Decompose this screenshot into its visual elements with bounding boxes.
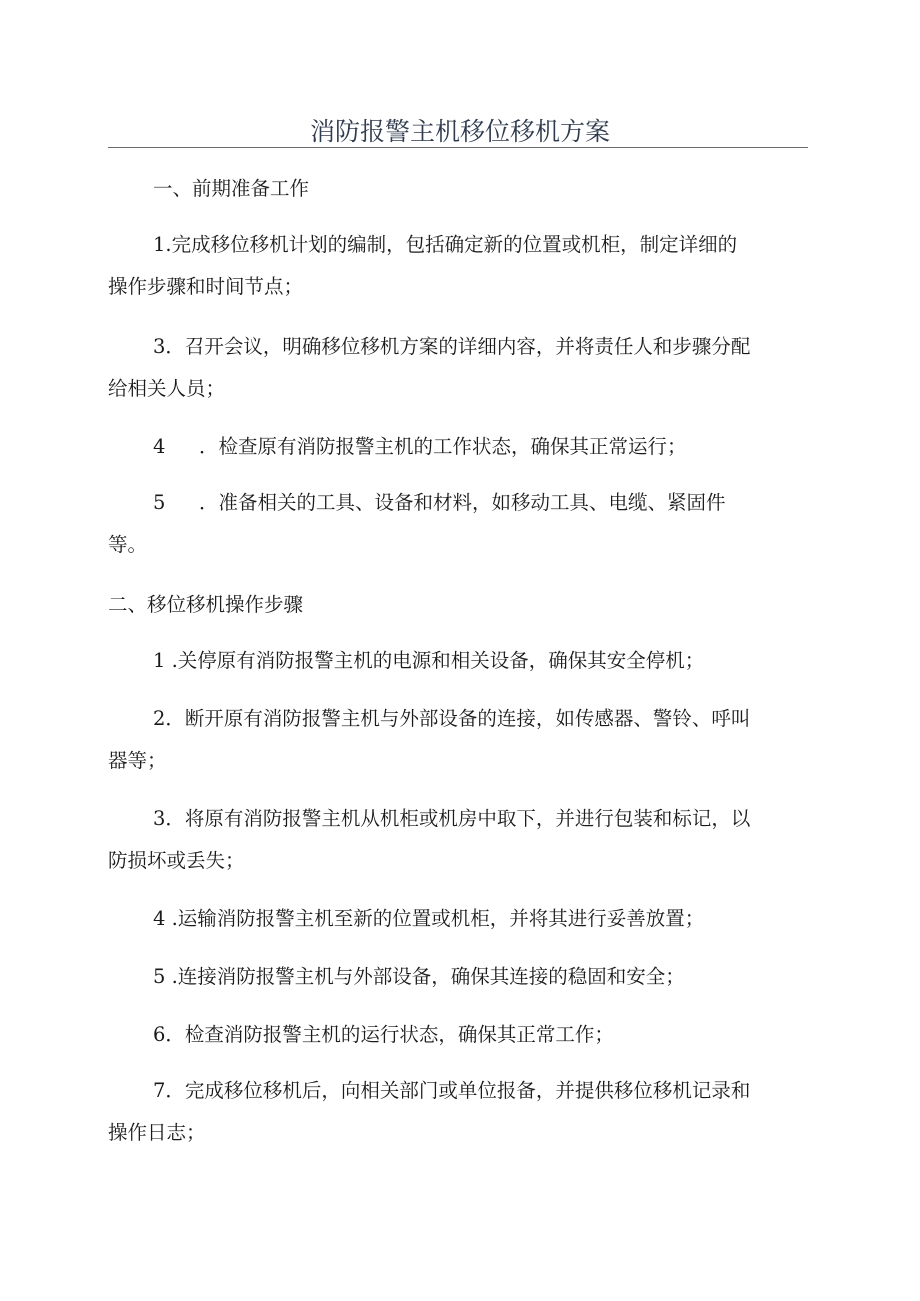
section-2-item-7-line-2: 操作日志； (108, 1121, 206, 1144)
section-1-item-4-line-2: 等。 (108, 533, 148, 556)
section-1-item-4-number: 5 (153, 491, 166, 514)
section-2-item-3-line-1: 3．将原有消防报警主机从机柜或机房中取下，并进行包装和标记，以 (153, 807, 751, 830)
section-2-item-2-line-2: 器等； (108, 749, 167, 772)
title-underline (108, 147, 808, 148)
section-2-item-1: 1 .关停原有消防报警主机的电源和相关设备，确保其安全停机； (153, 649, 705, 672)
section-2-heading: 二、移位移机操作步骤 (108, 593, 304, 616)
document-title: 消防报警主机移位移机方案 (309, 117, 610, 146)
section-2-item-4: 4 .运输消防报警主机至新的位置或机柜，并将其进行妥善放置； (153, 907, 705, 930)
section-1-item-2-line-2: 给相关人员； (108, 377, 226, 400)
section-1-item-3-number: 4 (153, 435, 166, 458)
section-1-item-2-line-1: 3．召开会议，明确移位移机方案的详细内容，并将责任人和步骤分配 (153, 335, 751, 358)
section-2-item-6: 6．检查消防报警主机的运行状态，确保其正常工作； (153, 1023, 614, 1046)
section-1-item-4-text: ．准备相关的工具、设备和材料，如移动工具、电缆、紧固件 (199, 491, 726, 514)
section-2-item-3-line-2: 防损坏或丢失； (108, 849, 245, 872)
section-1-item-3-text: ．检查原有消防报警主机的工作状态，确保其正常运行； (199, 435, 687, 458)
section-2-item-2-line-1: 2．断开原有消防报警主机与外部设备的连接，如传感器、警铃、呼叫 (153, 707, 751, 730)
section-1-heading: 一、前期准备工作 (153, 177, 310, 200)
section-2-item-5: 5 .连接消防报警主机与外部设备，确保其连接的稳固和安全； (153, 965, 685, 988)
section-2-item-7-line-1: 7．完成移位移机后，向相关部门或单位报备，并提供移位移机记录和 (153, 1079, 751, 1102)
section-1-item-1-line-2: 操作步骤和时间节点； (108, 275, 304, 298)
section-1-item-1-line-1: 1.完成移位移机计划的编制，包括确定新的位置或机柜，制定详细的 (153, 233, 738, 256)
